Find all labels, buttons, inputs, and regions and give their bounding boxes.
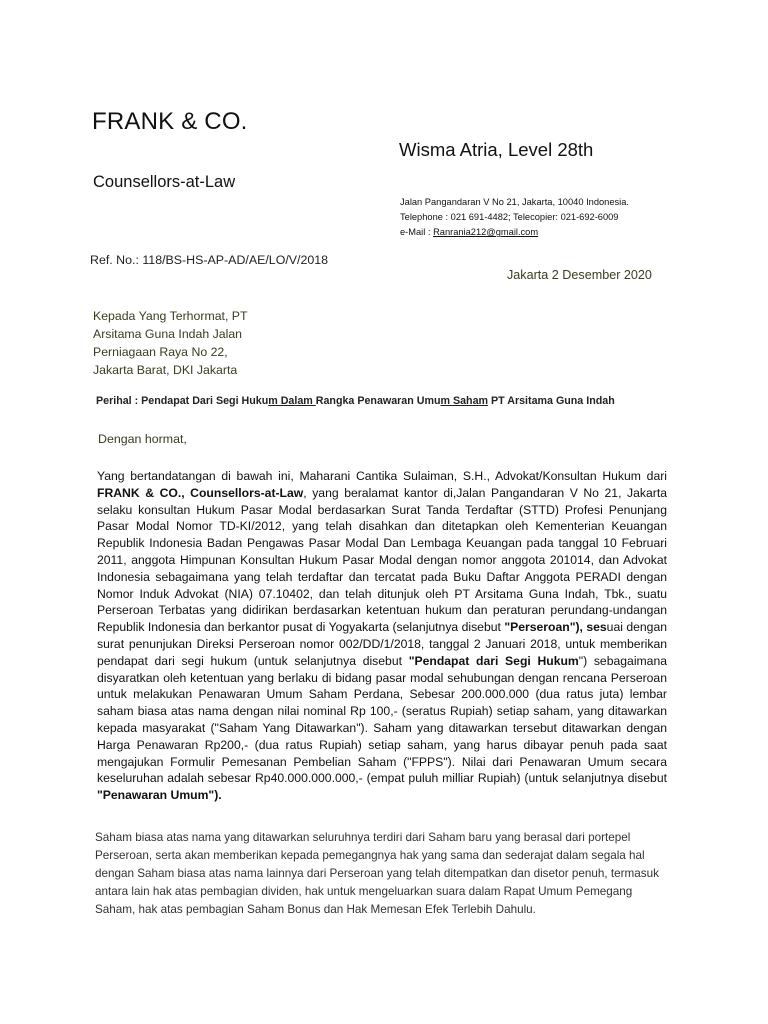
bold-run: "Penawaran Umum"). [97, 788, 222, 803]
subject-part: m Dalam [268, 395, 316, 407]
building-name: Wisma Atria, Level 28th [399, 139, 594, 160]
subject-part: Rangka Penawaran Umu [315, 395, 441, 407]
bold-run: "Perseroan"), ses [504, 620, 607, 635]
text-run: Yang bertandatangan di bawah ini, Maharani Cantika Sulaiman, S.H., Advokat/Konsultan Hukum dari [97, 469, 667, 483]
contact-block [400, 195, 629, 240]
subject-part: PT Arsitama Guna Indah [488, 395, 615, 407]
bold-run: FRANK & CO., Counsellors-at-Law [97, 485, 304, 500]
subject-part: Perihal : Pendapat Dari Segi Huku [96, 395, 269, 407]
reference-number: Ref. No.: 118/BS-HS-AP-AD/AE/LO/V/2018 [90, 253, 329, 267]
text-run: uai dengan surat penunjukan Direksi Perseroan nomor 002/DD/1/2018, tanggal 2 Januari 2018, untuk memberikan pendapat dari segi hukum (untuk selanjutnya disebut [97, 620, 668, 668]
email-label: e-Mail : [400, 227, 434, 237]
phone-line: Telephone : 021 691-4482; Telecopier: 021-692-6009 [400, 212, 619, 222]
email-line [400, 225, 629, 240]
subject-part: m Sa [440, 395, 467, 407]
subject-part: ham [466, 395, 489, 407]
bold-run: "Pendapat dari Segi Hukum [408, 653, 579, 668]
email-link[interactable]: Ranrania212@gmail.com [433, 227, 539, 237]
addressee-block [93, 307, 248, 379]
greeting: Dengan hormat, [98, 432, 187, 446]
body-paragraph-2: Saham biasa atas nama yang ditawarkan seluruhnya terdiri dari Saham baru yang berasal dari portepel Perseroan, serta akan memberikan kepada pemegangnya hak yang sama dan sederajat dalam segala hal dengan Saham biasa atas nama lainnya dari Perseroan yang telah ditempatkan dan disetor penuh, termasuk antara lain hak atas pembagian dividen, hak untuk mengeluarkan suara dalam Rapat Umum Pemegang Saham, hak atas pembagian Saham Bonus dan Hak Memesan Efek Terlebih Dahulu. [95, 831, 659, 916]
addressee-line: Perniagaan Raya No 22, [93, 345, 228, 359]
text-run: , yang beralamat kantor di,Jalan Pangandaran V No 21, Jakarta selaku konsultan Hukum Pasar Modal berdasarkan Surat Tanda Terdaftar (STTD) Profesi Penunjang Pasar Modal Nomor TD-KI/2012, yang telah disahkan dan ditetapkan oleh Kementerian Keuangan Republik Indonesia Badan Pengawas Pasar Modal Dan Lembaga Keuangan pada tanggal 10 Februari 2011, anggota Himpunan Konsultan Hukum Pasar Modal dengan nomor anggota 201014, dan Advokat Indonesia sebagaimana yang telah terdaftar dan tercatat pada Buku Daftar Anggota PERADI dengan Nomor Induk Advokat (NIA) 07.10402, dan telah ditunjuk oleh PT Arsitama Guna Indah, Tbk., suatu Perseroan Terbatas yang didirikan berdasarkan ketentuan hukum dan peraturan perundang-undangan Republik Indonesia dan berkantor pusat di Yogyakarta (selanjutnya disebut [97, 485, 667, 635]
subject-line [96, 395, 615, 407]
text-run: ") sebagaimana disyaratkan oleh ketentuan yang berlaku di bidang pasar modal sehubungan dengan rencana Perseroan untuk melakukan Penawaran Umum Saham Perdana, Sebesar 200.000.000 (dua ratus juta) lembar saham biasa atas nama dengan nilai nominal Rp 100,- (seratus Rupiah) setiap saham, yang ditawarkan kepada masyarakat ("Saham Yang Ditawarkan"). Saham yang ditawarkan tersebut ditawarkan dengan Harga Penawaran Rp200,- (dua ratus Rupiah) setiap saham, yang harus dibayar penuh pada saat mengajukan Formulir Pemesanan Pembelian Saham ("FPPS"). Nilai dari Penawaran Umum secara keseluruhan adalah sebesar Rp40.000.000.000,- (empat puluh milliar Rupiah) (untuk selanjutnya disebut [97, 653, 668, 786]
firm-name: FRANK & CO. [92, 108, 248, 135]
address-line: Jalan Pangandaran V No 21, Jakarta, 10040 Indonesia. [400, 197, 629, 207]
addressee-line: Arsitama Guna Indah Jalan [93, 327, 243, 341]
body-paragraph-1 [97, 468, 667, 804]
firm-subtitle: Counsellors-at-Law [93, 173, 236, 191]
letter-date: Jakarta 2 Desember 2020 [507, 268, 652, 282]
addressee-line: Jakarta Barat, DKI Jakarta [93, 363, 238, 377]
addressee-line: Kepada Yang Terhormat, PT [93, 309, 248, 323]
